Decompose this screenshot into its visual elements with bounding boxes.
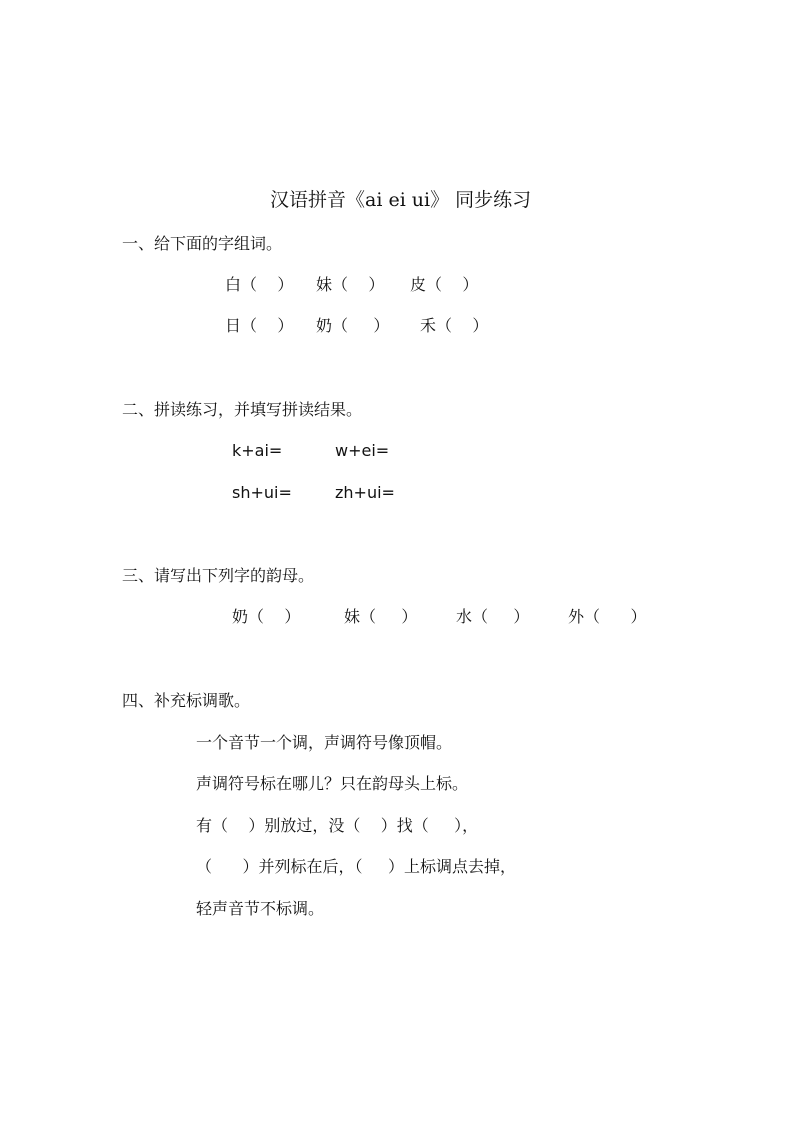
pinyin-exercise: w+ei= (335, 441, 390, 460)
section-3-item: 水（ ） (456, 607, 530, 626)
section-1-heading: 一、给下面的字组词。 (122, 234, 283, 253)
section-1-item: 日（ ） (225, 316, 294, 335)
section-1-item: 禾（ ） (420, 316, 489, 335)
section-1-item: 奶（ ） (316, 316, 390, 335)
section-1-item: 妹（ ） (316, 275, 385, 294)
section-1-item: 皮（ ） (410, 275, 479, 294)
rhyme-line: 有（ ）别放过，没（ ）找（ ）， (196, 816, 479, 835)
pinyin-exercise: sh+ui= (232, 483, 292, 502)
rhyme-line: 一个音节一个调，声调符号像顶帽。 (196, 733, 453, 752)
section-3-item: 妹（ ） (344, 607, 418, 626)
rhyme-line: 声调符号标在哪儿？只在韵母头上标。 (196, 774, 469, 793)
page-title: 汉语拼音《ai ei ui》 同步练习 (270, 189, 532, 211)
section-4-heading: 四、补充标调歌。 (122, 691, 251, 710)
pinyin-exercise: zh+ui= (335, 483, 395, 502)
section-3-item: 奶（ ） (232, 607, 301, 626)
rhyme-line: （ ）并列标在后，（ ）上标调点去掉， (196, 857, 516, 876)
section-1-item: 白（ ） (225, 275, 294, 294)
pinyin-exercise: k+ai= (232, 441, 283, 460)
section-2-heading: 二、拼读练习，并填写拼读结果。 (122, 400, 363, 419)
section-3-item: 外（ ） (568, 607, 647, 626)
rhyme-line: 轻声音节不标调。 (196, 899, 325, 918)
section-3-heading: 三、请写出下列字的韵母。 (122, 566, 315, 585)
